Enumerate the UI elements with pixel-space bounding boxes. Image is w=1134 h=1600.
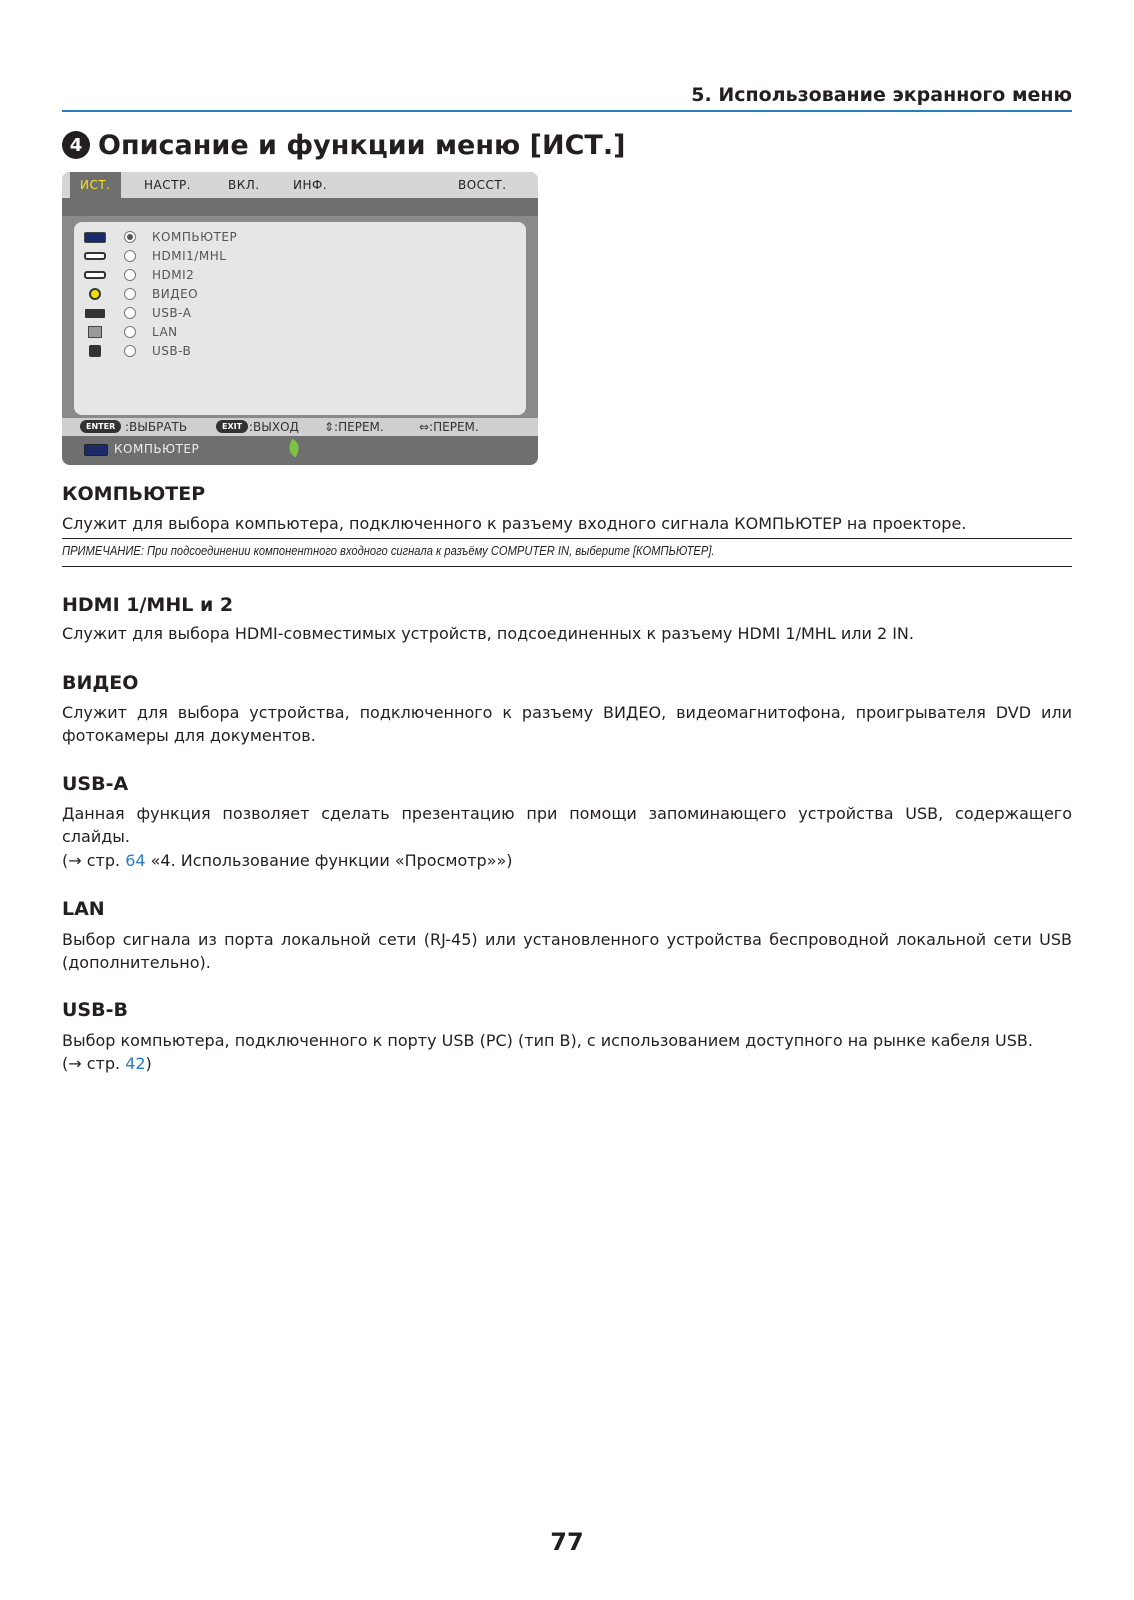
- radio-selected-icon[interactable]: [124, 231, 136, 243]
- header-rule: [62, 110, 1072, 112]
- section-text-usb-a: Данная функция позволяет сделать презентацию при помощи запоминающего устройства USB, содержащего слайды.: [62, 804, 1072, 846]
- section-text-usb-b: Выбор компьютера, подключенного к порту USB (PC) (тип B), с использованием доступного на рынке кабеля USB.: [62, 1031, 1033, 1050]
- osd-item-usb-a[interactable]: [84, 304, 191, 322]
- guide-select: :ВЫБРАТЬ: [125, 420, 188, 434]
- osd-item-label: USB-A: [152, 306, 192, 320]
- hdmi-icon: [84, 250, 106, 262]
- section-heading-usb-a: USB-A: [62, 773, 129, 795]
- section-text-hdmi: Служит для выбора HDMI-совместимых устройств, подсоединенных к разъему HDMI 1/MHL или 2 IN.: [62, 624, 914, 643]
- title-text: Описание и функции меню [ИСТ.]: [98, 129, 626, 161]
- radio-icon[interactable]: [124, 345, 136, 357]
- section-ref-usb-b: [62, 1052, 1072, 1075]
- ref-prefix: (→ стр.: [62, 851, 126, 870]
- osd-item-video[interactable]: [84, 285, 198, 303]
- osd-subbar: [62, 198, 538, 216]
- osd-tab-bar: [62, 172, 538, 198]
- section-ref-usb-a: [62, 849, 1072, 872]
- osd-item-label: КОМПЬЮТЕР: [152, 230, 238, 244]
- vga-icon: [84, 444, 108, 456]
- osd-item-label: HDMI2: [152, 268, 195, 282]
- osd-tab-power[interactable]: ВКЛ.: [228, 178, 260, 192]
- guide-move-updown: ⇕:ПЕРЕМ.: [324, 420, 384, 434]
- osd-item-usb-b[interactable]: [84, 342, 191, 360]
- page-link-64[interactable]: 64: [125, 851, 146, 870]
- radio-icon[interactable]: [124, 326, 136, 338]
- osd-item-computer[interactable]: [84, 228, 237, 246]
- chapter-heading: 5. Использование экранного меню: [691, 84, 1072, 106]
- osd-item-label: ВИДЕО: [152, 287, 199, 301]
- osd-item-label: HDMI1/MHL: [152, 249, 227, 263]
- osd-item-label: LAN: [152, 325, 178, 339]
- osd-tab-source[interactable]: ИСТ.: [70, 172, 121, 198]
- ref-suffix: ): [145, 1054, 152, 1073]
- guide-move-leftright: ⇔:ПЕРЕМ.: [419, 420, 479, 434]
- lan-icon: [84, 326, 106, 338]
- ref-suffix: «4. Использование функции «Просмотр»»): [145, 851, 513, 870]
- osd-menu: [62, 172, 538, 465]
- section-text-computer: Служит для выбора компьютера, подключенного к разъему входного сигнала КОМПЬЮТЕР на проекторе.: [62, 514, 967, 533]
- guide-exit: :ВЫХОД: [249, 420, 299, 434]
- usb-a-icon: [84, 307, 106, 319]
- radio-icon[interactable]: [124, 288, 136, 300]
- note-rule-top: [62, 538, 1072, 539]
- hdmi-icon: [84, 269, 106, 281]
- radio-icon[interactable]: [124, 250, 136, 262]
- section-heading-hdmi: HDMI 1/MHL и 2: [62, 594, 234, 616]
- section-text-video: Служит для выбора устройства, подключенного к разъему ВИДЕО, видеомагнитофона, проигрывателя DVD или фотокамеры для документов.: [62, 703, 1072, 745]
- exit-key-icon: EXIT: [216, 420, 248, 433]
- page-link-42[interactable]: 42: [125, 1054, 146, 1073]
- osd-tab-setup[interactable]: НАСТР.: [144, 178, 191, 192]
- osd-key-guide: [62, 418, 538, 436]
- osd-tab-reset[interactable]: ВОССТ.: [458, 178, 507, 192]
- section-heading-video: ВИДЕО: [62, 672, 139, 694]
- video-icon: [84, 288, 106, 300]
- section-text-lan: Выбор сигнала из порта локальной сети (RJ-45) или установленного устройства беспроводной локальной сети USB (дополнительно).: [62, 930, 1072, 972]
- osd-tab-info[interactable]: ИНФ.: [293, 178, 328, 192]
- note-computer: ПРИМЕЧАНИЕ: При подсоединении компонентного входного сигнала к разъёму COMPUTER IN, выберите [КОМПЬЮТЕР].: [62, 543, 715, 558]
- note-rule-bottom: [62, 566, 1072, 567]
- section-heading-usb-b: USB-B: [62, 999, 128, 1021]
- section-heading-computer: КОМПЬЮТЕР: [62, 483, 206, 505]
- section-heading-lan: LAN: [62, 898, 105, 920]
- vga-icon: [84, 231, 106, 243]
- radio-icon[interactable]: [124, 307, 136, 319]
- page-title: [62, 125, 625, 165]
- osd-item-hdmi1[interactable]: [84, 247, 226, 265]
- osd-item-hdmi2[interactable]: [84, 266, 194, 284]
- enter-key-icon: ENTER: [80, 420, 121, 433]
- title-number-badge: 4: [62, 131, 90, 159]
- osd-status-bar: [62, 436, 538, 465]
- status-source-label: КОМПЬЮТЕР: [114, 442, 200, 456]
- radio-icon[interactable]: [124, 269, 136, 281]
- leaf-icon: [287, 439, 302, 457]
- osd-item-lan[interactable]: [84, 323, 178, 341]
- osd-item-label: USB-B: [152, 344, 192, 358]
- usb-b-icon: [84, 345, 106, 357]
- ref-prefix: (→ стр.: [62, 1054, 126, 1073]
- page-number: 77: [550, 1528, 584, 1556]
